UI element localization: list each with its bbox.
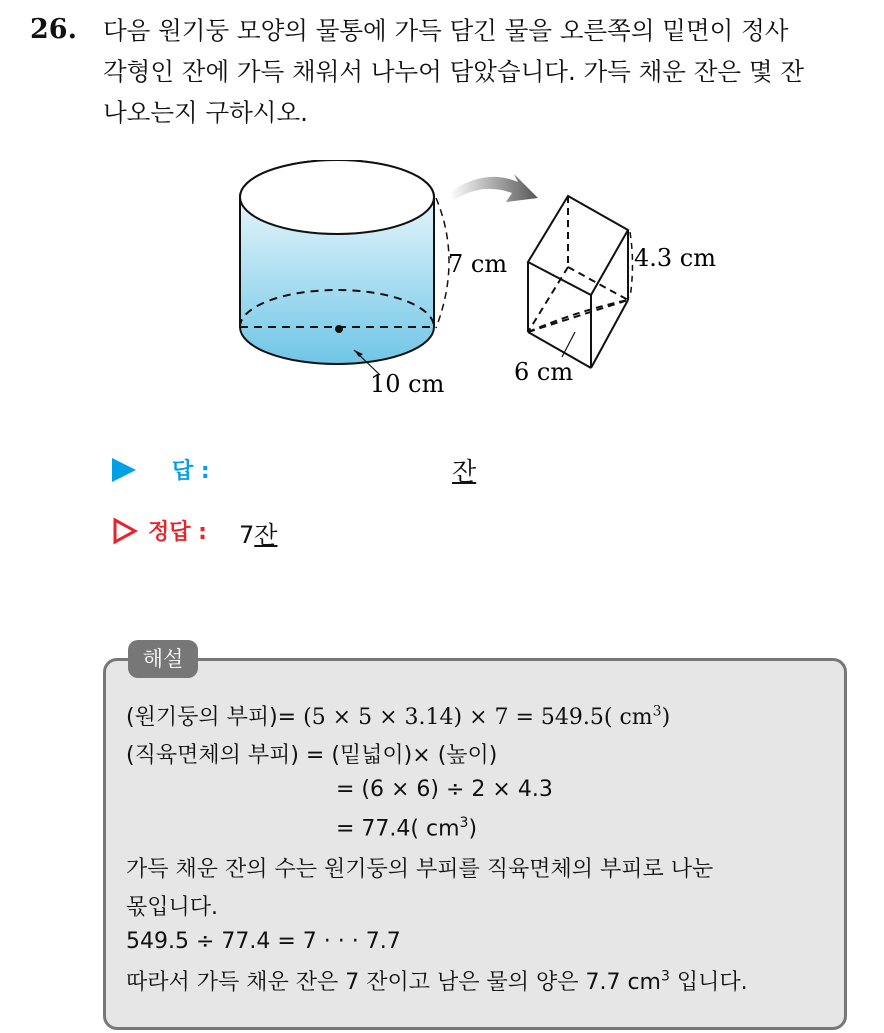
question-number: 26. <box>30 14 77 45</box>
solution-line-4-end: ) <box>468 816 478 842</box>
correct-answer-row <box>112 513 532 549</box>
solution-line-8-sup: 3 <box>660 968 670 985</box>
outline-triangle-icon <box>112 517 138 545</box>
question-text <box>103 10 863 133</box>
solution-line-1 <box>126 700 670 731</box>
answer-row <box>112 452 532 488</box>
prism-diagonal-label: 6 cm <box>514 358 574 386</box>
play-triangle-icon <box>112 458 136 482</box>
solution-line-4-sup: 3 <box>459 815 469 831</box>
correct-answer-label: 정답 : <box>148 520 207 545</box>
solution-line-4-math: = 77.4( cm <box>336 816 460 842</box>
cylinder-shape <box>240 160 449 375</box>
solution-line-8-end: 입니다. <box>669 970 748 995</box>
problem-figure <box>230 160 730 405</box>
solution-line-7: 549.5 ÷ 77.4 = 7 · · · 7.7 <box>126 929 401 954</box>
question-line-3: 나오는지 구하시오. <box>103 98 308 127</box>
solution-line-5: 가득 채운 잔의 수는 원기둥의 부피를 직육면체의 부피로 나눈 <box>126 857 714 882</box>
answer-label: 답 : <box>172 459 210 484</box>
prism-shape <box>528 196 633 368</box>
prism-height-label: 4.3 cm <box>634 244 716 272</box>
solution-line-8 <box>126 965 748 996</box>
correct-answer-value-group <box>239 515 277 550</box>
transfer-arrow <box>450 174 538 202</box>
answer-unit: 잔 <box>452 457 477 486</box>
solution-line-4 <box>336 815 477 841</box>
cylinder-height-label: 7 cm <box>448 250 508 278</box>
solution-line-1-math: (5 × 5 × 3.14) × 7 = 549.5( cm <box>303 705 653 730</box>
solution-line-3: = (6 × 6) ÷ 2 × 4.3 <box>336 777 553 802</box>
solution-tag: 해설 <box>128 640 198 678</box>
correct-answer-value: 7 <box>239 521 255 549</box>
solution-line-1-end: ) <box>661 705 671 730</box>
solution-line-8-text: 따라서 가득 채운 잔은 7 잔이고 남은 물의 양은 7.7 cm <box>126 970 661 995</box>
solution-line-1-sup: 3 <box>652 703 662 720</box>
question-line-2: 각형인 잔에 가득 채워서 나누어 담았습니다. 가득 채운 잔은 몇 잔 <box>103 57 805 86</box>
question-line-1: 다음 원기둥 모양의 물통에 가득 담긴 물을 오른쪽의 밑면이 정사 <box>103 16 789 45</box>
correct-answer-unit: 잔 <box>254 521 278 549</box>
solution-line-2: (직육면체의 부피) = (밑넓이)× (높이) <box>126 743 498 768</box>
cylinder-diameter-label: 10 cm <box>370 370 445 398</box>
solution-line-6: 몫입니다. <box>126 895 219 920</box>
solution-line-1-label: (원기둥의 부피)= <box>126 705 304 730</box>
